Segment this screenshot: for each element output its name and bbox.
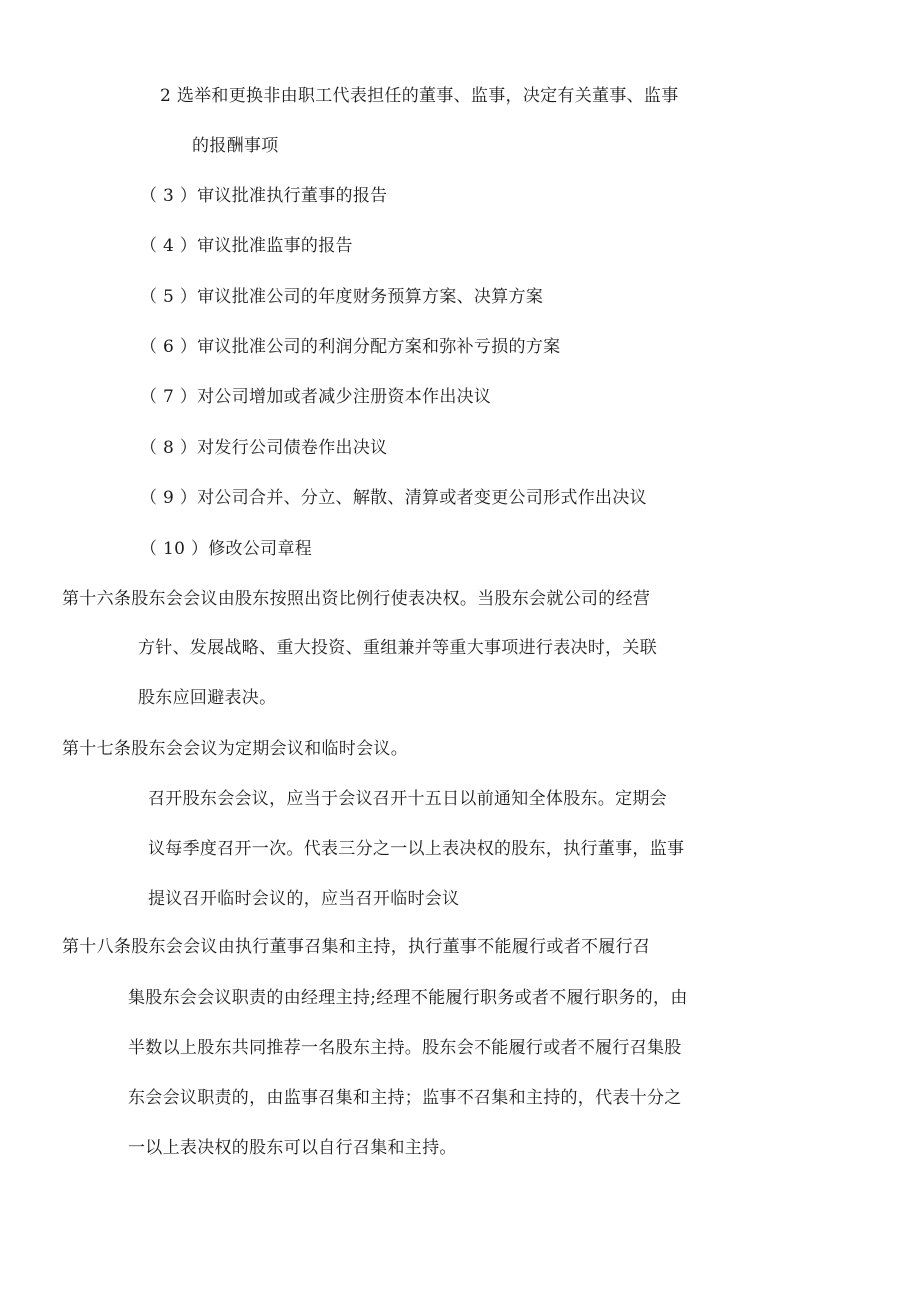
text-line-item-7: （ 7 ）对公司增加或者减少注册资本作出决议 [140, 387, 492, 407]
text-line-item-6: （ 6 ）审议批准公司的利润分配方案和弥补亏损的方案 [140, 337, 561, 357]
article-17-line-3: 议每季度召开一次。代表三分之一以上表决权的股东，执行董事，监事 [148, 839, 685, 859]
article-16-line-1: 第十六条股东会会议由股东按照出资比例行使表决权。当股东会就公司的经营 [62, 589, 651, 609]
article-16-line-2: 方针、发展战略、重大投资、重组兼并等重大事项进行表决时，关联 [138, 638, 657, 658]
text-line-item-3: （ 3 ）审议批准执行董事的报告 [140, 186, 388, 206]
article-18-line-5: 一以上表决权的股东可以自行召集和主持。 [128, 1138, 457, 1158]
article-18-line-4: 东会会议职责的，由监事召集和主持；监事不召集和主持的，代表十分之 [128, 1088, 682, 1108]
text-line-item-2: 2 选举和更换非由职工代表担任的董事、监事，决定有关董事、监事 [160, 86, 679, 106]
article-17-line-4: 提议召开临时会议的，应当召开临时会议 [148, 889, 460, 909]
text-line-item-2-cont: 的报酬事项 [192, 136, 279, 156]
text-line-item-10: （ 10 ）修改公司章程 [140, 539, 313, 559]
article-16-line-3: 股东应回避表决。 [138, 688, 277, 708]
text-line-item-9: （ 9 ）对公司合并、分立、解散、清算或者变更公司形式作出决议 [140, 488, 647, 508]
article-18-line-2: 集股东会会议职责的由经理主持;经理不能履行职务或者不履行职务的，由 [128, 988, 688, 1008]
article-18-line-3: 半数以上股东共同推荐一名股东主持。股东会不能履行或者不履行召集股 [128, 1038, 682, 1058]
article-17-line-2: 召开股东会会议，应当于会议召开十五日以前通知全体股东。定期会 [148, 789, 667, 809]
article-17-line-1: 第十七条股东会会议为定期会议和临时会议。 [62, 739, 408, 759]
text-line-item-5: （ 5 ）审议批准公司的年度财务预算方案、决算方案 [140, 287, 544, 307]
text-line-item-8: （ 8 ）对发行公司债卷作出决议 [140, 438, 388, 458]
article-18-line-1: 第十八条股东会会议由执行董事召集和主持，执行董事不能履行或者不履行召 [62, 937, 651, 957]
text-line-item-4: （ 4 ）审议批准监事的报告 [140, 236, 353, 256]
